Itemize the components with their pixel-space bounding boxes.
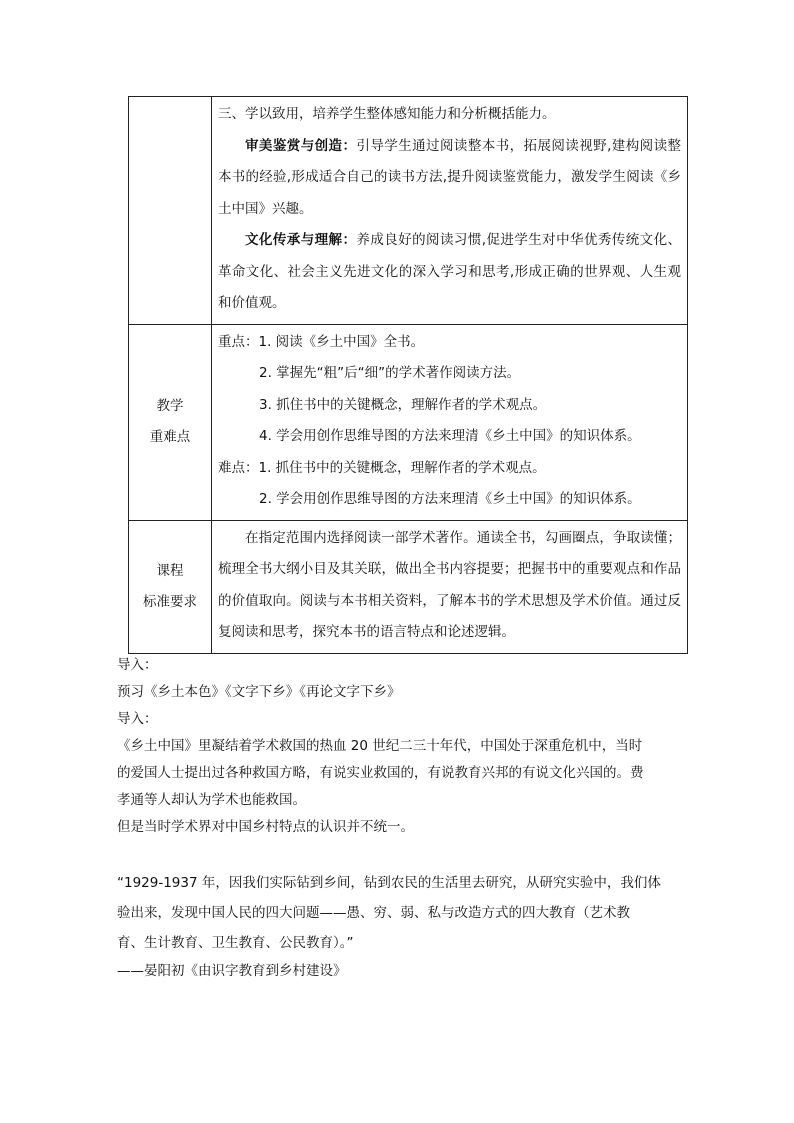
intro-paragraph-line-1: 《乡土中国》里凝结着学术救国的热血 20 世纪二三十年代，中国处于深重危机中，当时	[117, 738, 643, 754]
label-line-2: 重难点	[149, 429, 191, 445]
culture-objective	[218, 225, 681, 320]
culture-title: 文化传承与理解：	[245, 232, 357, 248]
key-point-2: 2. 掌握先“粗”后“细”的学术著作阅读方法。	[259, 365, 521, 381]
spacer	[117, 841, 677, 868]
objective-line-3: 三、学以致用，培养学生整体感知能力和分析概括能力。	[218, 106, 556, 122]
table-row-objectives	[129, 97, 688, 325]
quote-attribution: ——晏阳初《由识字教育到乡村建设》	[117, 963, 347, 979]
aesthetic-text: 引导学生通过阅读整本书，拓展阅读视野,建构阅读整本书的经验,形成适合自己的读书方法,提升阅读鉴赏能力，激发学生阅读《乡土中国》兴趣。	[218, 137, 682, 217]
label-line-1: 课程	[156, 562, 184, 579]
label-line-1: 教学	[156, 398, 184, 414]
difficult-point-2: 2. 学会用创作思维导图的方法来理清《乡土中国》的知识体系。	[259, 491, 641, 507]
difficult-point-1: 难点：1. 抓住书中的关键概念，理解作者的学术观点。	[218, 459, 546, 476]
label-line-2: 标准要求	[143, 593, 197, 610]
table-row-curriculum	[129, 520, 688, 653]
key-difficult-label	[129, 324, 212, 520]
aesthetic-title: 审美鉴赏与创造：	[245, 137, 357, 154]
curriculum-label	[129, 520, 212, 653]
curriculum-cell	[212, 520, 688, 653]
quote-line-2: 验出来，发现中国人民的四大问题——愚、穷、弱、私与改造方式的四大教育（艺术教	[117, 905, 630, 921]
context-paragraph: 但是当时学术界对中国乡村特点的认识并不统一。	[117, 819, 414, 835]
intro-paragraph-line-2: 的爱国人士提出过各种救国方略，有说实业救国的，有说教育兴邦的有说文化兴国的。费	[117, 765, 644, 781]
lesson-plan-table	[128, 96, 688, 654]
curriculum-text: 在指定范围内选择阅读一部学术著作。通读全书，勾画圈点，争取读懂；梳理全书大纲小目及其关联，做出全书内容提要；把握书中的重要观点和作品的价值取向。阅读与本书相关资料，了解本书的学术思想及学术价值。通过反复阅读和思考，探究本书的语言特点和论述逻辑。	[218, 529, 681, 640]
intro-label-2: 导入：	[117, 711, 158, 727]
preview-text: 预习《乡土本色》《文字下乡》《再论文字下乡》	[117, 684, 401, 700]
key-point-1: 重点：1. 阅读《乡土中国》全书。	[218, 333, 425, 350]
objectives-cell	[212, 97, 688, 325]
quote-line-3: 育、生计教育、卫生教育、公民教育）。”	[117, 935, 354, 951]
quote-line-1: “1929-1937 年，因我们实际钻到乡间，钻到农民的生活里去研究，从研究实验中，我们体	[117, 875, 661, 891]
intro-paragraph-line-3: 孝通等人却认为学术也能救国。	[117, 792, 306, 808]
intro-label-1: 导入：	[117, 657, 158, 673]
table-row-key-difficult	[129, 324, 688, 520]
table-cell-empty-label	[129, 97, 212, 325]
key-point-4: 4. 学会用创作思维导图的方法来理清《乡土中国》的知识体系。	[259, 428, 641, 444]
aesthetic-objective	[218, 131, 681, 226]
culture-text: 养成良好的阅读习惯,促进学生对中华优秀传统文化、革命文化、社会主义先进文化的深入学习和思考,形成正确的世界观、人生观和价值观。	[218, 232, 682, 311]
key-difficult-cell	[212, 324, 688, 520]
lesson-body	[117, 652, 677, 985]
key-point-3: 3. 抓住书中的关键概念，理解作者的学术观点。	[259, 396, 547, 413]
